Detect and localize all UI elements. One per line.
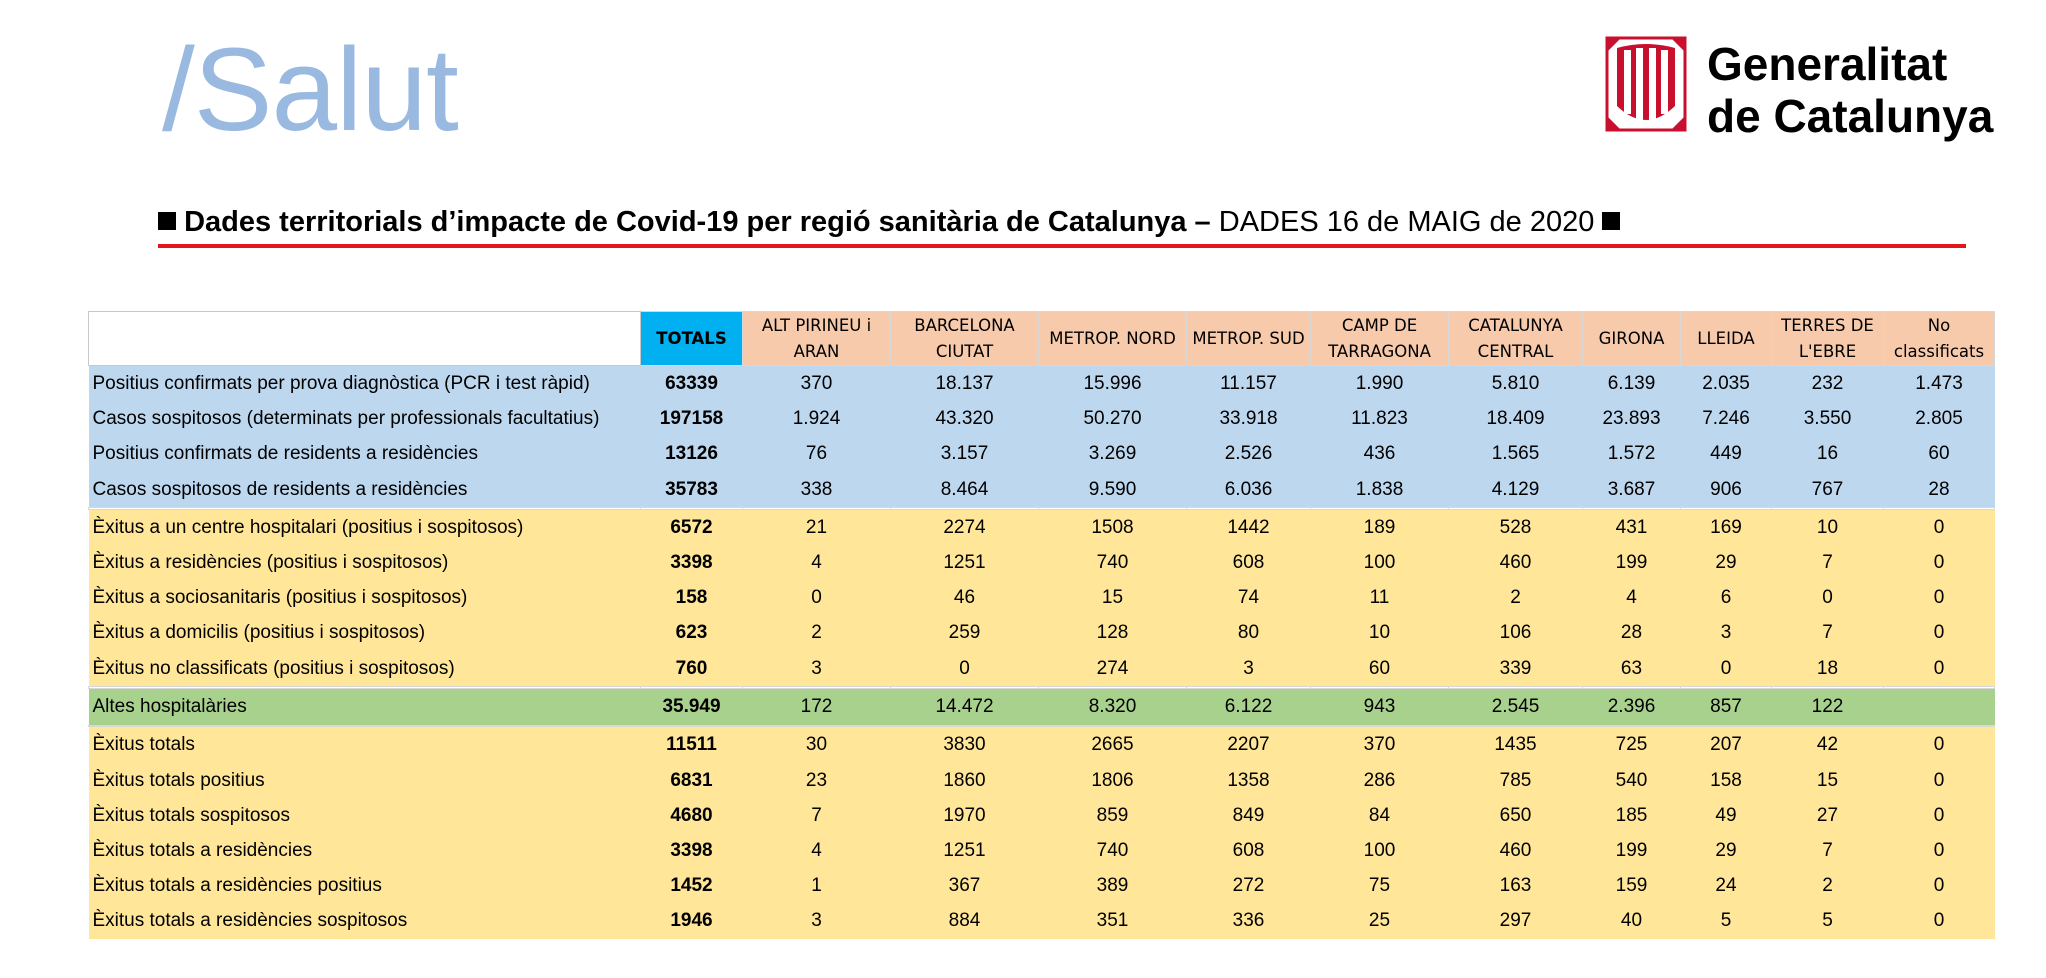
table-cell: 0: [1681, 651, 1772, 687]
table-cell: 1435: [1449, 727, 1583, 763]
salut-logo: /Salut: [162, 24, 458, 156]
table-cell: 0: [1884, 868, 1995, 903]
row-label: Positius confirmats de residents a residències: [89, 437, 641, 472]
column-header: GIRONA: [1583, 312, 1681, 366]
table-row: [89, 545, 1995, 580]
table-row: [89, 509, 1995, 545]
table-cell: 6.036: [1187, 472, 1311, 508]
row-label: Èxitus totals a residències: [89, 833, 641, 868]
table-cell: 2: [743, 616, 891, 651]
row-label: Altes hospitalàries: [89, 689, 641, 726]
table-cell: 436: [1311, 437, 1449, 472]
table-cell: 75: [1311, 868, 1449, 903]
table-cell: 0: [1772, 581, 1884, 616]
table-cell: 367: [891, 868, 1039, 903]
table-cell: 297: [1449, 904, 1583, 939]
table-row: [89, 366, 1995, 402]
table-cell: 3: [743, 904, 891, 939]
table-cell: 1.924: [743, 401, 891, 436]
table-cell: 0: [1884, 651, 1995, 687]
table-cell: 16: [1772, 437, 1884, 472]
row-label: Èxitus totals sospitosos: [89, 798, 641, 833]
table-cell: 7.246: [1681, 401, 1772, 436]
table-cell: 42: [1772, 727, 1884, 763]
table-cell: 259: [891, 616, 1039, 651]
table-row: [89, 868, 1995, 903]
table-cell: 351: [1039, 904, 1187, 939]
table-cell: 11.157: [1187, 366, 1311, 402]
covid-data-table: [88, 311, 1995, 939]
table-cell: 2207: [1187, 727, 1311, 763]
table-row: [89, 401, 1995, 436]
table-cell: 449: [1681, 437, 1772, 472]
table-cell: 1.572: [1583, 437, 1681, 472]
table-cell: 24: [1681, 868, 1772, 903]
table-cell: 906: [1681, 472, 1772, 508]
table-cell: 199: [1583, 545, 1681, 580]
table-cell: 1358: [1187, 763, 1311, 798]
table-cell: 2: [1772, 868, 1884, 903]
page-title-bold: Dades territorials d’impacte de Covid-19 per regió sanitària de Catalunya –: [184, 206, 1211, 238]
row-total: 13126: [641, 437, 743, 472]
table-cell: 272: [1187, 868, 1311, 903]
title-underline: [158, 244, 1966, 248]
table-row: [89, 472, 1995, 508]
table-cell: 0: [1884, 545, 1995, 580]
table-cell: 0: [1884, 798, 1995, 833]
table-cell: 10: [1772, 509, 1884, 545]
row-label: Èxitus a residències (positius i sospitosos): [89, 545, 641, 580]
table-cell: 2.526: [1187, 437, 1311, 472]
table-cell: 857: [1681, 689, 1772, 726]
row-label: Casos sospitosos de residents a residències: [89, 472, 641, 508]
table-cell: 740: [1039, 833, 1187, 868]
table-cell: 21: [743, 509, 891, 545]
row-total: 1946: [641, 904, 743, 939]
table-cell: 2.035: [1681, 366, 1772, 402]
table-cell: 30: [743, 727, 891, 763]
table-cell: 884: [891, 904, 1039, 939]
table-cell: 76: [743, 437, 891, 472]
table-cell: 0: [743, 581, 891, 616]
table-cell: 0: [1884, 616, 1995, 651]
table-cell: 389: [1039, 868, 1187, 903]
table-cell: 63: [1583, 651, 1681, 687]
table-cell: 2274: [891, 509, 1039, 545]
table-cell: 431: [1583, 509, 1681, 545]
column-header: BARCELONA CIUTAT: [891, 312, 1039, 366]
table-cell: 650: [1449, 798, 1583, 833]
table-cell: 3.269: [1039, 437, 1187, 472]
table-cell: 0: [1884, 581, 1995, 616]
table-cell: 40: [1583, 904, 1681, 939]
table-cell: 15.996: [1039, 366, 1187, 402]
table-cell: 189: [1311, 509, 1449, 545]
column-header: TOTALS: [641, 312, 743, 366]
table-cell: 3: [743, 651, 891, 687]
table-cell: 232: [1772, 366, 1884, 402]
column-header: CATALUNYA CENTRAL: [1449, 312, 1583, 366]
table-row: [89, 581, 1995, 616]
table-cell: 3.157: [891, 437, 1039, 472]
table-row: [89, 437, 1995, 472]
table-cell: 1806: [1039, 763, 1187, 798]
table-cell: 11.823: [1311, 401, 1449, 436]
table-cell: 159: [1583, 868, 1681, 903]
row-label: Èxitus a un centre hospitalari (positius i sospitosos): [89, 509, 641, 545]
row-total: 197158: [641, 401, 743, 436]
generalitat-logo-text: Generalitat de Catalunya: [1707, 38, 1994, 142]
table-cell: 74: [1187, 581, 1311, 616]
table-cell: 1: [743, 868, 891, 903]
row-label: Èxitus totals positius: [89, 763, 641, 798]
table-cell: 528: [1449, 509, 1583, 545]
table-row: [89, 798, 1995, 833]
row-total: 3398: [641, 833, 743, 868]
table-cell: 1970: [891, 798, 1039, 833]
table-cell: 1.473: [1884, 366, 1995, 402]
table-cell: 1.565: [1449, 437, 1583, 472]
table-row: [89, 833, 1995, 868]
table-cell: 336: [1187, 904, 1311, 939]
table-cell: 8.320: [1039, 689, 1187, 726]
row-total: 35.949: [641, 689, 743, 726]
table-cell: 6: [1681, 581, 1772, 616]
table-cell: 7: [1772, 545, 1884, 580]
table-cell: 339: [1449, 651, 1583, 687]
row-total: 158: [641, 581, 743, 616]
table-cell: 725: [1583, 727, 1681, 763]
table-cell: 5.810: [1449, 366, 1583, 402]
row-label: Èxitus totals: [89, 727, 641, 763]
table-cell: 1251: [891, 545, 1039, 580]
table-cell: 23.893: [1583, 401, 1681, 436]
table-cell: 943: [1311, 689, 1449, 726]
table-cell: 106: [1449, 616, 1583, 651]
row-label: Èxitus totals a residències sospitosos: [89, 904, 641, 939]
table-row: [89, 616, 1995, 651]
table-cell: 18: [1772, 651, 1884, 687]
table-cell: 6.139: [1583, 366, 1681, 402]
table-cell: 0: [1884, 727, 1995, 763]
row-total: 760: [641, 651, 743, 687]
row-total: 623: [641, 616, 743, 651]
row-label: Casos sospitosos (determinats per professionals facultatius): [89, 401, 641, 436]
table-cell: [1884, 689, 1995, 726]
table-header-row: [89, 312, 1995, 366]
table-cell: 7: [1772, 616, 1884, 651]
table-cell: 5: [1681, 904, 1772, 939]
row-total: 1452: [641, 868, 743, 903]
table-cell: 460: [1449, 545, 1583, 580]
table-cell: 1.838: [1311, 472, 1449, 508]
black-square-icon: [1602, 212, 1620, 230]
table-cell: 1508: [1039, 509, 1187, 545]
table-cell: 274: [1039, 651, 1187, 687]
page-title: [158, 202, 1968, 242]
table-cell: 0: [891, 651, 1039, 687]
table-cell: 15: [1039, 581, 1187, 616]
table-cell: 28: [1884, 472, 1995, 508]
table-cell: 2665: [1039, 727, 1187, 763]
table-cell: 25: [1311, 904, 1449, 939]
table-cell: 2.805: [1884, 401, 1995, 436]
table-cell: 4: [1583, 581, 1681, 616]
table-cell: 169: [1681, 509, 1772, 545]
table-cell: 767: [1772, 472, 1884, 508]
table-cell: 2.545: [1449, 689, 1583, 726]
table-cell: 50.270: [1039, 401, 1187, 436]
table-cell: 740: [1039, 545, 1187, 580]
table-cell: 785: [1449, 763, 1583, 798]
table-cell: 3: [1187, 651, 1311, 687]
table-cell: 460: [1449, 833, 1583, 868]
header-corner: [89, 312, 641, 366]
table-cell: 199: [1583, 833, 1681, 868]
table-row: [89, 904, 1995, 939]
table-cell: 158: [1681, 763, 1772, 798]
table-cell: 8.464: [891, 472, 1039, 508]
page-title-date: DADES 16 de MAIG de 2020: [1218, 206, 1595, 238]
table-cell: 29: [1681, 545, 1772, 580]
table-cell: 172: [743, 689, 891, 726]
table-cell: 608: [1187, 833, 1311, 868]
table-cell: 0: [1884, 509, 1995, 545]
table-cell: 1251: [891, 833, 1039, 868]
table-cell: 2.396: [1583, 689, 1681, 726]
table-row: [89, 689, 1995, 726]
table-cell: 370: [1311, 727, 1449, 763]
table-cell: 0: [1884, 833, 1995, 868]
table-cell: 207: [1681, 727, 1772, 763]
table-cell: 1442: [1187, 509, 1311, 545]
table-cell: 185: [1583, 798, 1681, 833]
table-cell: 84: [1311, 798, 1449, 833]
table-cell: 6.122: [1187, 689, 1311, 726]
column-header: No classificats: [1884, 312, 1995, 366]
table-cell: 27: [1772, 798, 1884, 833]
row-total: 11511: [641, 727, 743, 763]
table-cell: 849: [1187, 798, 1311, 833]
table-cell: 286: [1311, 763, 1449, 798]
table-cell: 338: [743, 472, 891, 508]
row-total: 35783: [641, 472, 743, 508]
table-cell: 33.918: [1187, 401, 1311, 436]
table-cell: 4: [743, 545, 891, 580]
table-cell: 7: [743, 798, 891, 833]
table-cell: 3.687: [1583, 472, 1681, 508]
table-cell: 14.472: [891, 689, 1039, 726]
column-header: METROP. NORD: [1039, 312, 1187, 366]
table-cell: 23: [743, 763, 891, 798]
table-cell: 100: [1311, 545, 1449, 580]
table-cell: 128: [1039, 616, 1187, 651]
table-cell: 18.137: [891, 366, 1039, 402]
table-cell: 15: [1772, 763, 1884, 798]
table-cell: 46: [891, 581, 1039, 616]
table-cell: 1860: [891, 763, 1039, 798]
table-cell: 100: [1311, 833, 1449, 868]
column-header: CAMP DE TARRAGONA: [1311, 312, 1449, 366]
column-header: LLEIDA: [1681, 312, 1772, 366]
table-cell: 7: [1772, 833, 1884, 868]
row-label: Èxitus no classificats (positius i sospitosos): [89, 651, 641, 687]
row-label: Èxitus totals a residències positius: [89, 868, 641, 903]
table-cell: 18.409: [1449, 401, 1583, 436]
black-square-icon: [158, 212, 176, 230]
row-total: 6831: [641, 763, 743, 798]
table-cell: 2: [1449, 581, 1583, 616]
table-cell: 29: [1681, 833, 1772, 868]
table-row: [89, 651, 1995, 687]
table-cell: 60: [1884, 437, 1995, 472]
column-header: METROP. SUD: [1187, 312, 1311, 366]
column-header: TERRES DE L'EBRE: [1772, 312, 1884, 366]
row-total: 4680: [641, 798, 743, 833]
table-cell: 0: [1884, 763, 1995, 798]
row-total: 3398: [641, 545, 743, 580]
table-cell: 49: [1681, 798, 1772, 833]
table-cell: 80: [1187, 616, 1311, 651]
table-cell: 10: [1311, 616, 1449, 651]
table-cell: 608: [1187, 545, 1311, 580]
table-row: [89, 727, 1995, 763]
table-cell: 3: [1681, 616, 1772, 651]
table-cell: 3.550: [1772, 401, 1884, 436]
row-label: Positius confirmats per prova diagnòstica (PCR i test ràpid): [89, 366, 641, 402]
table-cell: 4.129: [1449, 472, 1583, 508]
table-cell: 28: [1583, 616, 1681, 651]
column-header: ALT PIRINEU i ARAN: [743, 312, 891, 366]
table-cell: 163: [1449, 868, 1583, 903]
table-cell: 540: [1583, 763, 1681, 798]
table-cell: 3830: [891, 727, 1039, 763]
table-cell: 43.320: [891, 401, 1039, 436]
row-label: Èxitus a sociosanitaris (positius i sospitosos): [89, 581, 641, 616]
table-row: [89, 763, 1995, 798]
table-cell: 859: [1039, 798, 1187, 833]
table-cell: 60: [1311, 651, 1449, 687]
table-cell: 9.590: [1039, 472, 1187, 508]
row-total: 63339: [641, 366, 743, 402]
table-cell: 122: [1772, 689, 1884, 726]
table-cell: 1.990: [1311, 366, 1449, 402]
table-cell: 11: [1311, 581, 1449, 616]
table-cell: 370: [743, 366, 891, 402]
table-cell: 4: [743, 833, 891, 868]
table-cell: 5: [1772, 904, 1884, 939]
senyera-emblem-icon: [1605, 36, 1687, 132]
row-label: Èxitus a domicilis (positius i sospitosos): [89, 616, 641, 651]
table-cell: 0: [1884, 904, 1995, 939]
row-total: 6572: [641, 509, 743, 545]
